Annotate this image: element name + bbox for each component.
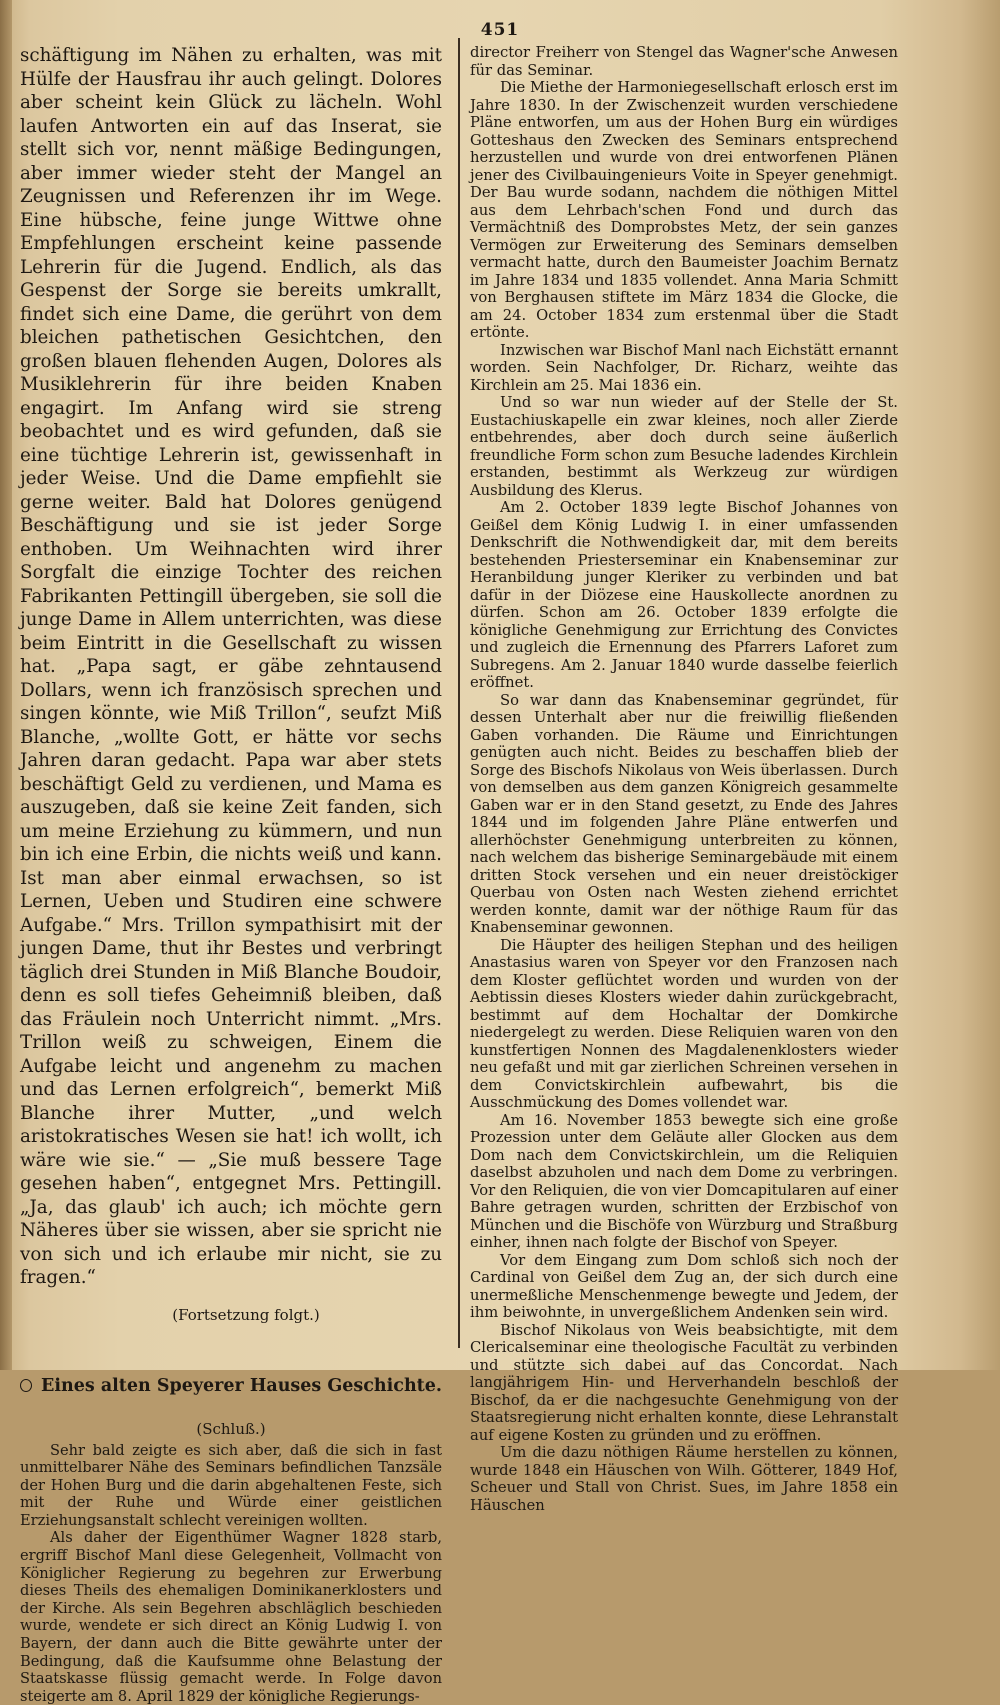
article-paragraph: Am 16. November 1853 bewegte sich eine große Prozession unter dem Geläute aller Glocken aus dem Dom nach dem Convictskirchlein, um die Reliquien daselbst abzuholen und nach dem Dome zu verbringen. Vor den Reliquien, die von vier Domcapitularen auf einer Bahre getragen wurden, schritten der Erzbischof von München und die Bischöfe von Würzburg und Straßburg einher, ihnen nach folgte der Bischof von Speyer.: [470, 1112, 898, 1252]
article-title: Eines alten Speyerer Hauses Geschichte.: [41, 1374, 442, 1398]
column-divider: [458, 38, 460, 1348]
article-paragraph: Vor dem Eingang zum Dom schloß sich noch der Cardinal von Geißel dem Zug an, der sich durch eine unermeßliche Menschenmenge bewegte und Jedem, der ihm beiwohnte, in unvergeßlichem Andenken sein wird.: [470, 1252, 898, 1322]
article-left-body: [20, 1442, 442, 1705]
right-column: [470, 44, 898, 1514]
left-column: [20, 44, 442, 1705]
article-subtitle: (Schluß.): [20, 1420, 442, 1438]
to-be-continued-note: (Fortsetzung folgt.): [20, 1306, 442, 1324]
article-paragraph: Und so war nun wieder auf der Stelle der St. Eustachiuskapelle ein zwar kleines, noch aller Zierde entbehrendes, aber doch durch seine äußerlich freundliche Form schon zum Besuche ladendes Kirchlein erstanden, bestimmt als Werkzeug zur würdigen Ausbildung des Klerus.: [470, 394, 898, 499]
article-paragraph: Am 2. October 1839 legte Bischof Johannes von Geißel dem König Ludwig I. in einer umfassenden Denkschrift die Nothwendigkeit dar, mit dem bereits bestehenden Priesterseminar ein Knabenseminar zur Heranbildung junger Kleriker zu verbinden und bat dafür in der Diözese eine Hauskollecte anordnen zu dürfen. Schon am 26. October 1839 erfolgte die königliche Genehmigung zur Errichtung des Convictes und zugleich die Ernennung des Pfarrers Laforet zum Subregens. Am 2. Januar 1840 wurde dasselbe feierlich eröffnet.: [470, 499, 898, 692]
article-paragraph: Sehr bald zeigte es sich aber, daß die sich in fast unmittelbarer Nähe des Seminars befindlichen Tanzsäle der Hohen Burg und die darin abgehaltenen Feste, sich mit der Ruhe und Würde einer geistlichen Erziehungsanstalt schlecht vereinigen wollten.: [20, 1442, 442, 1530]
article-paragraph: Inzwischen war Bischof Manl nach Eichstätt ernannt worden. Sein Nachfolger, Dr. Richarz, weihte das Kirchlein am 25. Mai 1836 ein.: [470, 342, 898, 395]
article-paragraph: Als daher der Eigenthümer Wagner 1828 starb, ergriff Bischof Manl diese Gelegenheit, Vollmacht von Königlicher Regierung zu begehren zur Erwerbung dieses Theils des ehemaligen Dominikanerklosters und der Kirche. Als sein Begehren abschläglich beschieden wurde, wendete er sich direct an König Ludwig I. von Bayern, der dann auch die Bitte gewährte unter der Bedingung, daß die Kaufsumme ohne Belastung der Staatskasse flüssig gemacht werde. In Folge davon steigerte am 8. April 1829 der königliche Regierungs-: [20, 1529, 442, 1705]
page-number: 451: [0, 20, 1000, 40]
circle-bullet-icon: [20, 1379, 32, 1392]
article-paragraph: Bischof Nikolaus von Weis beabsichtigte, mit dem Clericalseminar eine theologische Facultät zu verbinden und stützte sich dabei auf das Concordat. Nach langjährigem Hin- und Herverhandeln beschloß der Bischof, da er die nachgesuchte Genehmigung von der Staatsregierung nicht erhalten konnte, diese Lehranstalt auf eigene Kosten zu gründen und zu eröffnen.: [470, 1322, 898, 1445]
story-continuation-text: schäftigung im Nähen zu erhalten, was mit Hülfe der Hausfrau ihr auch gelingt. Dolores aber scheint kein Glück zu lächeln. Wohl laufen Antworten ein auf das Inserat, sie stellt sich vor, nennt mäßige Bedingungen, aber immer wieder steht der Mangel an Zeugnissen und Referenzen ihr im Wege. Eine hübsche, feine junge Wittwe ohne Empfehlungen erscheint keine passende Lehrerin für die Jugend. Endlich, als das Gespenst der Sorge sie bereits umkrallt, findet sich eine Dame, die gerührt von dem bleichen pathetischen Gesichtchen, den großen blauen flehenden Augen, Dolores als Musiklehrerin für ihre beiden Knaben engagirt. Im Anfang wird sie streng beobachtet und es wird gefunden, daß sie eine tüchtige Lehrerin ist, gewissenhaft in jeder Weise. Und die Dame empfiehlt sie gerne weiter. Bald hat Dolores genügend Beschäftigung und sie ist jeder Sorge enthoben. Um Weihnachten wird ihrer Sorgfalt die einzige Tochter des reichen Fabrikanten Pettingill übergeben, sie soll die junge Dame in Allem unterrichten, was diese beim Eintritt in die Gesellschaft zu wissen hat. „Papa sagt, er gäbe zehntausend Dollars, wenn ich französisch sprechen und singen könnte, wie Miß Trillon“, seufzt Miß Blanche, „wollte Gott, er hätte vor sechs Jahren daran gedacht. Papa war aber stets beschäftigt Geld zu verdienen, und Mama es auszugeben, daß sie keine Zeit fanden, sich um meine Erziehung zu kümmern, und nun bin ich eine Erbin, die nichts weiß und kann. Ist man aber einmal erwachsen, so ist Lernen, Ueben und Studiren eine schwere Aufgabe.“ Mrs. Trillon sympathisirt mit der jungen Dame, thut ihr Bestes und verbringt täglich drei Stunden in Miß Blanche Boudoir, denn es soll tiefes Geheimniß bleiben, daß das Fräulein noch Unterricht nimmt. „Mrs. Trillon weiß zu schweigen, Einem die Aufgabe leicht und angenehm zu machen und das Lernen erfolgreich“, bemerkt Miß Blanche ihrer Mutter, „und welch aristokratisches Wesen sie hat! ich wollt, ich wäre wie sie.“ — „Sie muß bessere Tage gesehen haben“, entgegnet Mrs. Pettingill. „Ja, das glaub' ich auch; ich möchte gern Näheres über sie wissen, aber sie spricht nie von sich und ich erlaube mir nicht, sie zu fragen.“: [20, 44, 442, 1290]
article-paragraph: Um die dazu nöthigen Räume herstellen zu können, wurde 1848 ein Häuschen von Wilh. Götterer, 1849 Hof, Scheuer und Stall von Christ. Sues, im Jahre 1858 ein Häuschen: [470, 1444, 898, 1514]
article-paragraph: Die Miethe der Harmoniegesellschaft erlosch erst im Jahre 1830. In der Zwischenzeit wurden verschiedene Pläne entworfen, um aus der Hohen Burg ein würdiges Gotteshaus den Zwecken des Seminars entsprechend herzustellen und wurde von drei entworfenen Plänen jener des Civilbauingenieurs Voite in Speyer genehmigt. Der Bau wurde sodann, nachdem die nöthigen Mittel aus dem Lehrbach'schen Fond und durch das Vermächtniß des Domprobstes Metz, der sein ganzes Vermögen zur Erweiterung des Seminars demselben vermacht hatte, durch den Baumeister Joachim Bernatz im Jahre 1834 und 1835 vollendet. Anna Maria Schmitt von Berghausen stiftete im März 1834 die Glocke, die am 24. October 1834 zum erstenmal über die Stadt ertönte.: [470, 79, 898, 342]
page-binding-edge: [0, 0, 12, 1370]
article-paragraph: Die Häupter des heiligen Stephan und des heiligen Anastasius waren von Speyer vor den Franzosen nach dem Kloster geflüchtet worden und wurden von der Aebtissin dieses Klosters wieder dahin zurückgebracht, bestimmt auf dem Hochaltar der Domkirche niedergelegt zu werden. Diese Reliquien waren von den kunstfertigen Nonnen des Magdalenenklosters wieder neu gefaßt und mit gar zierlichen Schreinen versehen in dem Convictskirchlein aufbewahrt, bis die Ausschmückung des Domes vollendet war.: [470, 937, 898, 1112]
article-heading: [20, 1374, 442, 1398]
article-paragraph: So war dann das Knabenseminar gegründet, für dessen Unterhalt aber nur die freiwillig fließenden Gaben vorhanden. Die Räume und Einrichtungen genügten auch nicht. Beides zu beschaffen blieb der Sorge des Bischofs Nikolaus von Weis überlassen. Durch von demselben aus dem ganzen Königreich gesammelte Gaben war er in den Stand gesetzt, zu Ende des Jahres 1844 und im folgenden Jahre Pläne entwerfen und allerhöchster Genehmigung unterbreiten zu können, nach welchem das bisherige Seminargebäude mit einem dritten Stock versehen und ein neuer dreistöckiger Querbau von Osten nach Westen ziehend errichtet werden konnte, damit war der nöthige Raum für das Knabenseminar gewonnen.: [470, 692, 898, 937]
article-paragraph: director Freiherr von Stengel das Wagner'sche Anwesen für das Seminar.: [470, 44, 898, 79]
